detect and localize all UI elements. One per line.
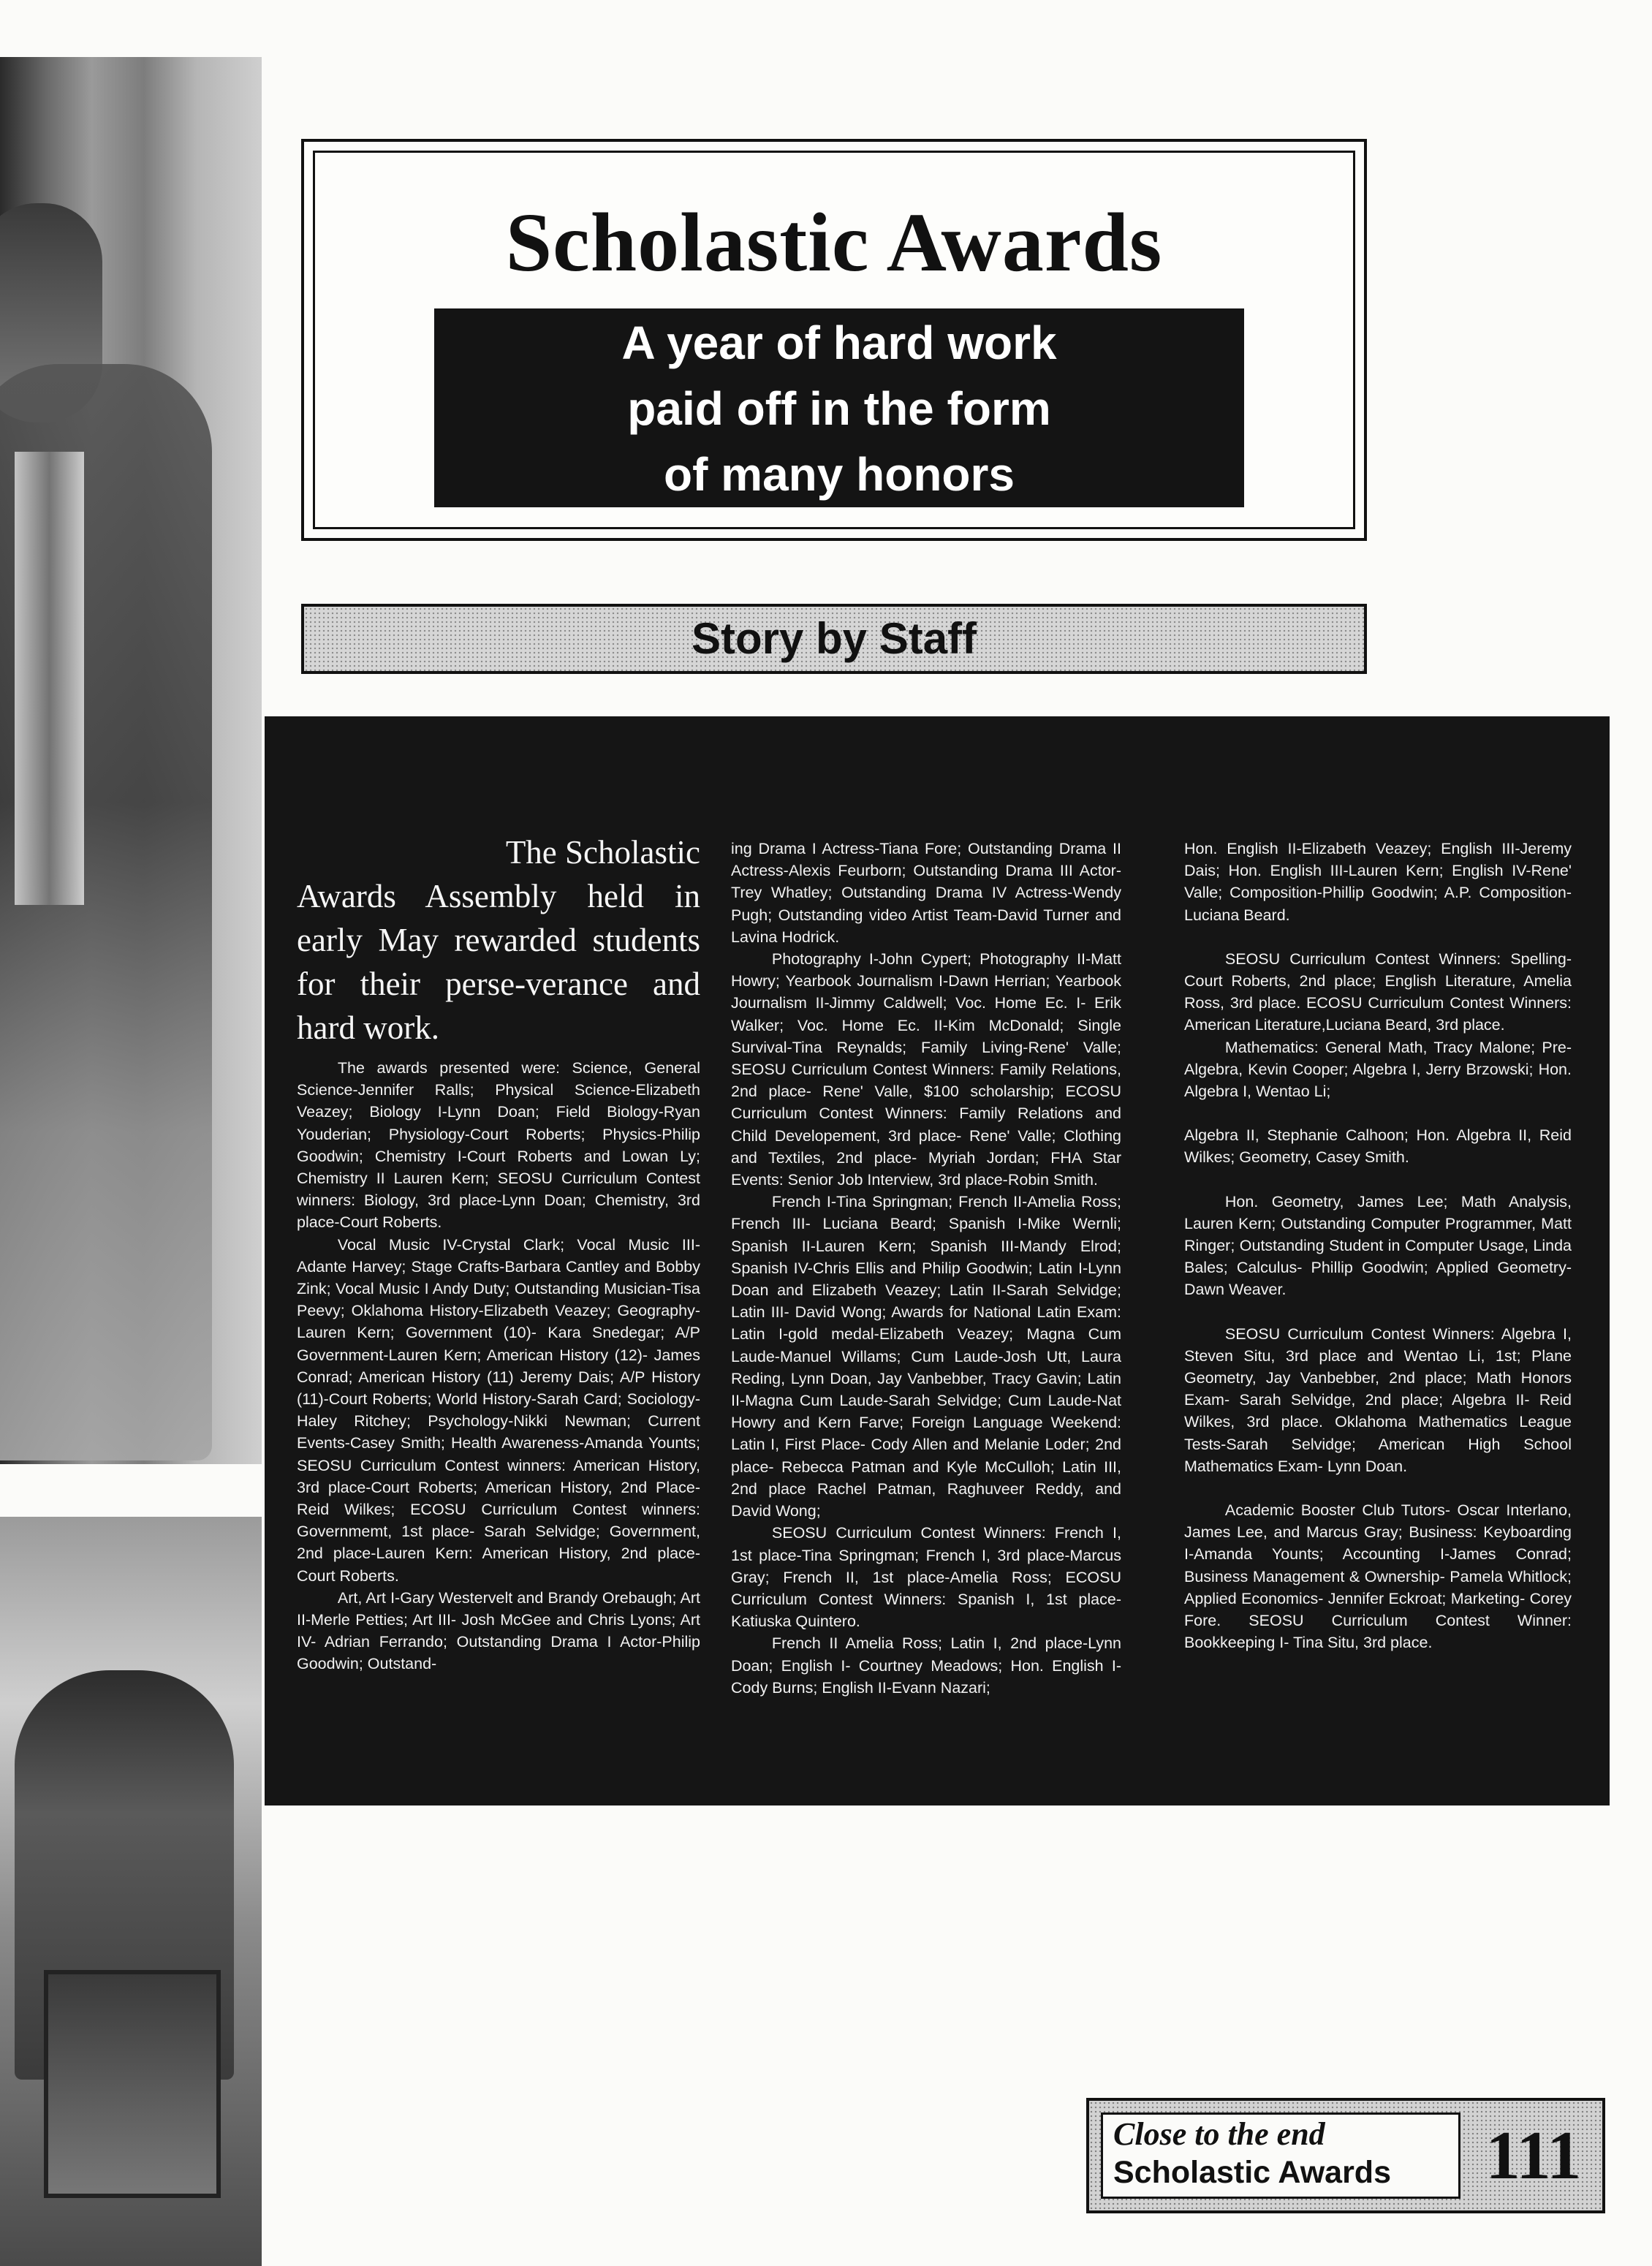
article-paragraph: Hon. Geometry, James Lee; Math Analysis, Lauren Kern; Outstanding Computer Programmer, Matt Ringer; Outstanding Student in Computer Usage, Linda Bales; Calculus- Phillip Goodwin; Applied Geometry- Dawn Weaver.	[1184, 1192, 1572, 1299]
article-paragraph: Art, Art I-Gary Westervelt and Brandy Orebaugh; Art II-Merle Petties; Art III- Josh McGee and Chris Lyons; Art IV- Adrian Ferrando; Outstanding Drama I Actor-Philip Goodwin; Outstand-	[297, 1588, 700, 1673]
title-box	[301, 139, 1367, 541]
subtitle-line: A year of hard work	[621, 317, 1057, 369]
trophy-shape	[15, 452, 84, 905]
page-number: 111	[1485, 2118, 1582, 2194]
subtitle-line: paid off in the form	[627, 382, 1051, 435]
article-paragraph: French I-Tina Springman; French II-Amelia Ross; French III- Luciana Beard; Spanish I-Mike Wernli; Spanish II-Lauren Kern; Spanish III-Mandy Elrod; Spanish IV-Chris Ellis and Philip Goodwin; Latin I-Lynn Doan and Elizabeth Veazey; Latin II-Sarah Selvidge; Latin III- David Wong; Awards for National Latin Exam: Latin I-gold medal-Elizabeth Veazey; Magna Cum Laude-Manuel Willams; Cum Laude-Josh Utt, Laura Reding, Lynn Doan, Jay Vanbebber, Tracy Gavin; Latin II-Magna Cum Laude-Sarah Selvidge; Cum Laude-Nat Howry and Kern Farve; Foreign Language Weekend: Latin I, First Place- Cody Allen and Melanie Loder; 2nd place- Rebecca Patman and Kyle McCulloh; Latin III, 2nd place Rachel Patman, Raghuveer Reddy, and David Wong;	[731, 1193, 1121, 1520]
article-paragraph: Photography I-John Cypert; Photography II-Matt Howry; Yearbook Journalism I-Dawn Herrian; Yearbook Journalism II-Jimmy Caldwell; Voc. Home Ec. I- Erik Walker; Voc. Home Ec. II-Kim McDonald; Single Survival-Tina Reynalds; Family Living-Rene' Valle; SEOSU Curriculum Contest Winners: Family Relations, 2nd place- Rene' Valle, $100 scholarship; ECOSU Curriculum Contest Winners: Family Relations and Child Developement, 3rd place- Rene' Valle; Clothing and Textiles, 2nd place- Myriah Jordan; FHA Star Events: Senior Job Interview, 3rd place-Robin Smith.	[731, 950, 1121, 1189]
byline: Story by Staff	[301, 604, 1367, 674]
plaque-shape	[44, 1970, 221, 2198]
footer-topic: Scholastic Awards	[1113, 2155, 1391, 2190]
article-paragraph: SEOSU Curriculum Contest Winners: Algebra I, Steven Situ, 3rd place and Wentao Li, 1st; Plane Geometry, Jay Vanbebber, 2nd place; Math Honors Exam- Sarah Selvidge, 2nd place; Algebra II- Reid Wilkes, 3rd place. Oklahoma Mathematics League Tests-Sarah Selvidge; American High School Mathematics Exam- Lynn Doan.	[1184, 1325, 1572, 1475]
lead-paragraph	[297, 830, 700, 1050]
article-column-1	[297, 830, 700, 1675]
page-title: Scholastic Awards	[505, 196, 1163, 289]
article-paragraph: Algebra II, Stephanie Calhoon; Hon. Algebra II, Reid Wilkes; Geometry, Casey Smith.	[1184, 1126, 1572, 1167]
page-footer	[1086, 2098, 1605, 2213]
article-paragraph: French II Amelia Ross; Latin I, 2nd place-Lynn Doan; English I- Courtney Meadows; Hon. English I-Cody Burns; English II-Evann Nazari;	[731, 1634, 1121, 1697]
lead-rest: Awards Assembly held in early May rewarded students for their perse-verance and hard work.	[297, 878, 700, 1046]
article-paragraph: SEOSU Curriculum Contest Winners: Spelling- Court Roberts, 2nd place; English Literature, Amelia Ross, 3rd place. ECOSU Curriculum Contest Winners: American Literature,Luciana Beard, 3rd place.	[1184, 950, 1572, 1034]
lead-first-line: The Scholastic	[505, 834, 700, 871]
article-panel	[265, 716, 1610, 1805]
subtitle-banner	[434, 308, 1244, 507]
footer-section-title: Close to the end	[1113, 2116, 1325, 2152]
footer-label	[1101, 2112, 1460, 2199]
student-with-trophy-photo	[0, 57, 262, 1464]
article-paragraph: Mathematics: General Math, Tracy Malone; Pre-Algebra, Kevin Cooper; Algebra I, Jerry Brzowski; Hon. Algebra I, Wentao Li;	[1184, 1038, 1572, 1101]
article-paragraph: The awards presented were: Science, General Science-Jennifer Ralls; Physical Science-Elizabeth Veazey; Biology I-Lynn Doan; Field Biology-Ryan Youderian; Physiology-Court Roberts; Physics-Philip Goodwin; Chemistry I-Court Roberts and Lowan Ly; Chemistry II Lauren Kern; SEOSU Curriculum Contest winners: Biology, 3rd place-Lynn Doan; Chemistry, 3rd place-Court Roberts.	[297, 1059, 700, 1232]
article-paragraph: Hon. English II-Elizabeth Veazey; English III-Jeremy Dais; Hon. English III-Lauren Kern; English IV-Rene' Valle; Composition-Phillip Goodwin; A.P. Composition-Luciana Beard.	[1184, 840, 1572, 924]
article-column-2	[731, 838, 1121, 1699]
subtitle-line: of many honors	[663, 448, 1015, 501]
article-paragraph: Academic Booster Club Tutors- Oscar Interlano, James Lee, and Marcus Gray; Business: Keyboarding I-Amanda Younts; Accounting I-James Conrad; Business Management & Ownership- Pamela Whitlock; Applied Economics- Jennifer Eckroat; Marketing- Corey Fore. SEOSU Curriculum Contest Winner: Bookkeeping I- Tina Situ, 3rd place.	[1184, 1501, 1572, 1652]
article-column-3	[1184, 838, 1572, 1654]
article-paragraph: ing Drama I Actress-Tiana Fore; Outstanding Drama II Actress-Alexis Feurborn; Outstanding Drama III Actor-Trey Whatley; Outstanding Drama IV Actress-Wendy Pugh; Outstanding video Artist Team-David Turner and Lavina Hodrick.	[731, 840, 1121, 946]
student-with-plaque-photo	[0, 1517, 262, 2266]
article-paragraph: Vocal Music IV-Crystal Clark; Vocal Music III- Adante Harvey; Stage Crafts-Barbara Cantley and Bobby Zink; Vocal Music I Andy Duty; Outstanding Musician-Tisa Peevy; Oklahoma History-Elizabeth Veazey; Geography-Lauren Kern; Government (10)- Kara Snedegar; A/P Government-Lauren Kern; American History (12)- James Conrad; American History (11) Jeremy Dais; A/P History (11)-Court Roberts; World History-Sarah Card; Sociology-Haley Ritchey; Psychology-Nikki Newman; Current Events-Casey Smith; Health Awareness-Amanda Younts; SEOSU Curriculum Contest winners: American History, 3rd place-Court Roberts; American History, 2nd Place- Reid Wilkes; ECOSU Curriculum Contest winners: Governmemt, 1st place- Sarah Selvidge; Government, 2nd place-Lauren Kern: American History, 2nd place-Court Roberts.	[297, 1235, 700, 1585]
article-paragraph: SEOSU Curriculum Contest Winners: French I, 1st place-Tina Springman; French I, 3rd place-Marcus Gray; French II, 1st place-Amelia Ross; ECOSU Curriculum Contest Winners: Spanish I, 1st place- Katiuska Quintero.	[731, 1524, 1121, 1631]
